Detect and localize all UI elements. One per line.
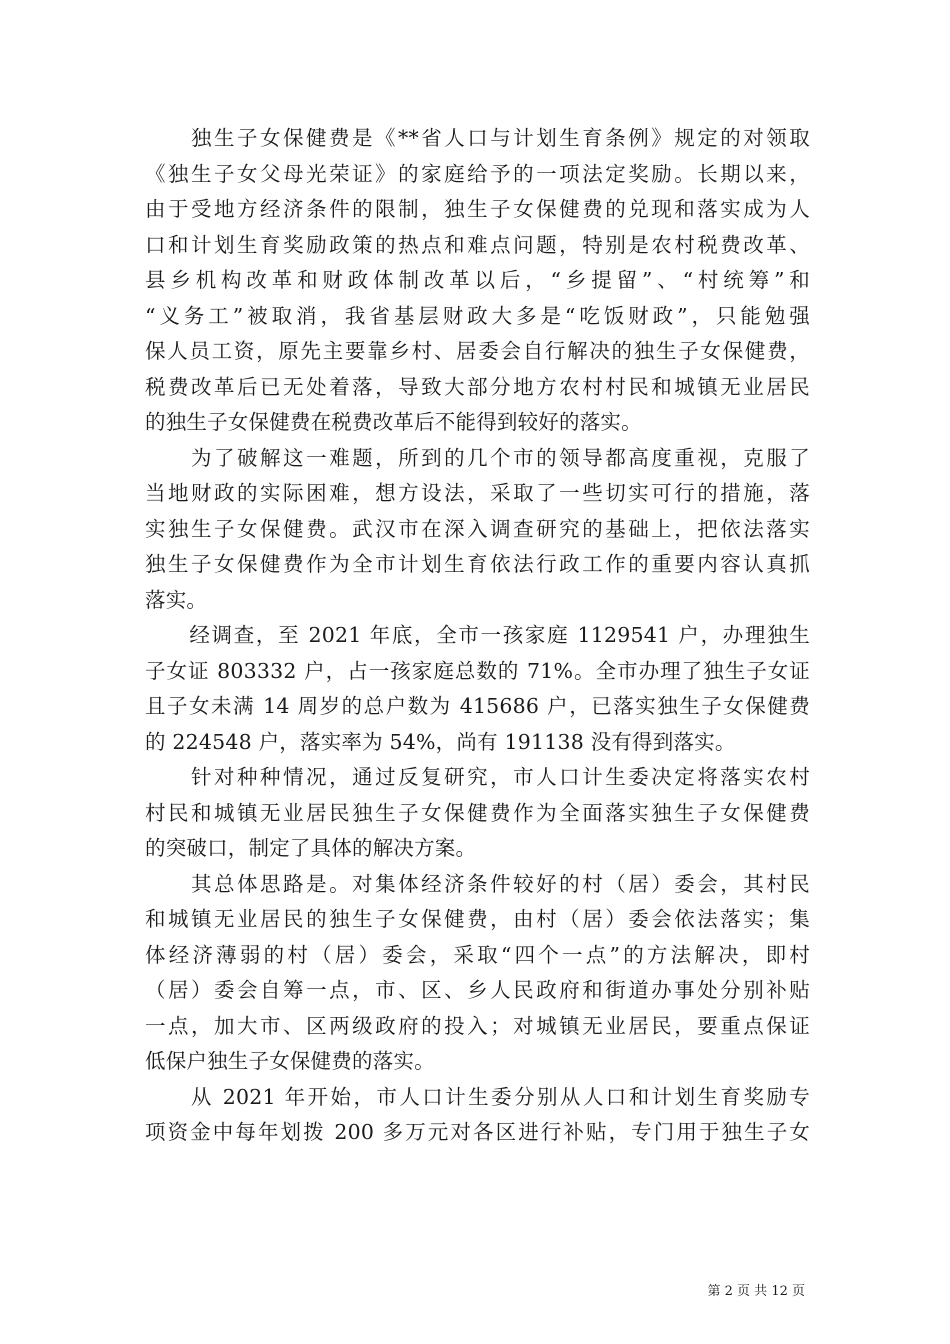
text-line: 从 2021 年开始，市人口计生委分别从人口和计划生育奖励专 bbox=[145, 1084, 810, 1109]
text-line: 独生子女保健费作为全市计划生育依法行政工作的重要内容认真抓 bbox=[145, 552, 810, 576]
text-line: 经调查，至 2021 年底，全市一孩家庭 1129541 户，办理独生 bbox=[145, 623, 810, 647]
text-line: 保人员工资，原先主要靠乡村、居委会自行解决的独生子女保健费， bbox=[145, 339, 810, 363]
paragraph-2 bbox=[145, 441, 810, 619]
text-line: 口和计划生育奖励政策的热点和难点问题，特别是农村税费改革、 bbox=[145, 232, 810, 257]
paragraph-1 bbox=[145, 121, 810, 441]
text-line: 县乡机构改革和财政体制改革以后，“乡提留”、“村统筹”和 bbox=[145, 268, 810, 292]
text-line: （居）委会自筹一点，市、区、乡人民政府和街道办事处分别补贴 bbox=[145, 978, 810, 1002]
text-line: 村民和城镇无业居民独生子女保健费作为全面落实独生子女保健费 bbox=[145, 800, 810, 825]
text-line: 税费改革后已无处着落，导致大部分地方农村村民和城镇无业居民 bbox=[145, 374, 810, 399]
text-line: 且子女未满 14 周岁的总户数为 415686 户，已落实独生子女保健费 bbox=[145, 694, 810, 718]
text-line: 的突破口，制定了具体的解决方案。 bbox=[145, 836, 477, 860]
text-line: 由于受地方经济条件的限制，独生子女保健费的兑现和落实成为人 bbox=[145, 197, 810, 221]
page-number-footer: 第 2 页 共 12 页 bbox=[707, 1284, 805, 1299]
text-line: 《独生子女父母光荣证》的家庭给予的一项法定奖励。长期以来， bbox=[145, 161, 810, 186]
text-line: 当地财政的实际困难，想方设法，采取了一些切实可行的措施，落 bbox=[145, 481, 810, 505]
text-line: 实独生子女保健费。武汉市在深入调查研究的基础上，把依法落实 bbox=[145, 516, 810, 541]
paragraph-5 bbox=[145, 867, 810, 1080]
text-line: 为了破解这一难题，所到的几个市的领导都高度重视，克服了 bbox=[145, 445, 810, 470]
text-line: 落实。 bbox=[145, 587, 208, 612]
text-line: 和城镇无业居民的独生子女保健费，由村（居）委会依法落实；集 bbox=[145, 907, 810, 931]
text-line: 子女证 803332 户，占一孩家庭总数的 71%。全市办理了独生子女证 bbox=[145, 658, 810, 683]
text-line: 的独生子女保健费在税费改革后不能得到较好的落实。 bbox=[145, 410, 642, 434]
text-line: 其总体思路是。对集体经济条件较好的村（居）委会，其村民 bbox=[145, 871, 810, 896]
text-line: 独生子女保健费是《**省人口与计划生育条例》规定的对领取 bbox=[145, 126, 810, 150]
text-line: 的 224548 户，落实率为 54%，尚有 191138 没有得到落实。 bbox=[145, 729, 736, 754]
paragraph-4 bbox=[145, 760, 810, 867]
text-line: 项资金中每年划拨 200 多万元对各区进行补贴，专门用于独生子女 bbox=[145, 1120, 810, 1144]
text-line: 针对种种情况，通过反复研究，市人口计生委决定将落实农村 bbox=[145, 765, 810, 789]
text-line: 一点，加大市、区两级政府的投入；对城镇无业居民，要重点保证 bbox=[145, 1013, 810, 1038]
paragraph-3 bbox=[145, 618, 810, 760]
text-line: 低保户独生子女保健费的落实。 bbox=[145, 1049, 435, 1073]
text-line: 体经济薄弱的村（居）委会，采取“四个一点”的方法解决，即村 bbox=[145, 942, 810, 967]
paragraph-6 bbox=[145, 1080, 810, 1151]
document-body bbox=[145, 121, 810, 1151]
text-line: “义务工”被取消，我省基层财政大多是“吃饭财政”，只能勉强 bbox=[145, 303, 810, 328]
